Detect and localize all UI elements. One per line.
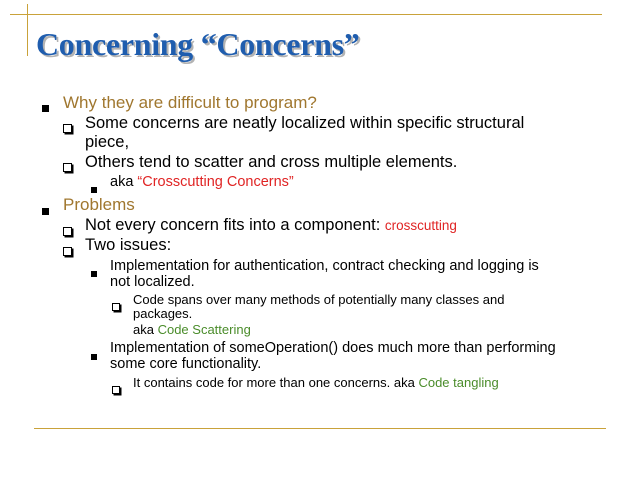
hollow-square-bullet-icon xyxy=(63,223,72,241)
bullet-aka-crosscutting xyxy=(110,174,294,190)
square-bullet-icon xyxy=(91,264,97,282)
not-every-concern-text: Not every concern fits into a component: xyxy=(85,216,385,234)
bottom-rule xyxy=(34,428,606,429)
aka-prefix: aka xyxy=(133,322,158,337)
code-tangling-text: It contains code for more than one concerns. aka xyxy=(133,375,419,390)
crosscutting-highlight: crosscutting xyxy=(384,218,457,233)
square-bullet-icon xyxy=(91,347,97,365)
bullet-aka-code-scattering xyxy=(133,322,251,337)
left-rule xyxy=(27,4,28,56)
bullet-difficult: Why they are difficult to program? xyxy=(63,93,317,112)
bullet-someoperation-line2: some core functionality. xyxy=(110,356,262,372)
hollow-square-bullet-icon xyxy=(63,243,72,261)
bullet-two-issues: Two issues: xyxy=(85,236,172,254)
square-bullet-icon xyxy=(42,99,49,117)
bullet-not-every-concern xyxy=(85,216,457,235)
hollow-square-bullet-icon xyxy=(112,381,120,399)
bullet-authentication-line2: not localized. xyxy=(110,274,195,290)
bullet-problems: Problems xyxy=(63,195,135,214)
bullet-scatter: Others tend to scatter and cross multiple elements. xyxy=(85,153,458,171)
slide-title: Concerning “Concerns” xyxy=(36,26,360,62)
code-tangling-highlight: Code tangling xyxy=(418,375,499,390)
bullet-localized-line1: Some concerns are neatly localized within specific structural xyxy=(85,114,525,132)
square-bullet-icon xyxy=(42,202,49,220)
hollow-square-bullet-icon xyxy=(112,298,120,316)
code-scattering-highlight: Code Scattering xyxy=(157,322,251,337)
bullet-localized-line2: piece, xyxy=(85,133,130,151)
bullet-someoperation-line1: Implementation of someOperation() does much more than performing xyxy=(110,340,556,356)
bullet-authentication-line1: Implementation for authentication, contract checking and logging is xyxy=(110,258,539,274)
aka-prefix: aka xyxy=(110,174,138,190)
crosscutting-concerns-highlight: “Crosscutting Concerns” xyxy=(137,174,294,190)
bullet-code-spans-line1: Code spans over many methods of potentially many classes and xyxy=(133,292,505,307)
hollow-square-bullet-icon xyxy=(63,159,72,177)
hollow-square-bullet-icon xyxy=(63,120,72,138)
bullet-code-tangling xyxy=(133,375,499,390)
bullet-code-spans-line2: packages. xyxy=(133,306,193,321)
top-rule xyxy=(10,14,602,15)
